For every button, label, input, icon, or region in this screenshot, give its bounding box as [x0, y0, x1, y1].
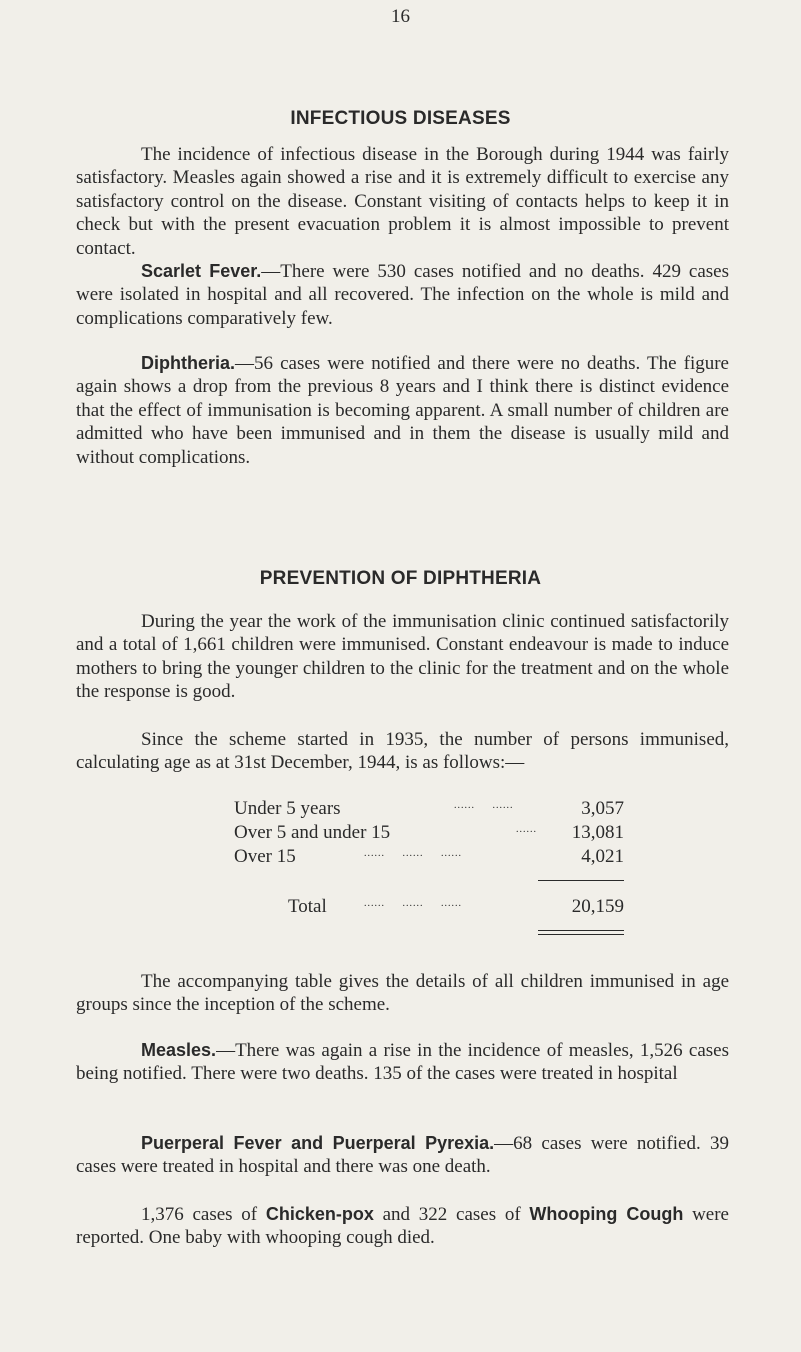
scheme-paragraph: Since the scheme started in 1935, the number of persons immunised, calculating age as at 31st December, 1944, is as follows:— [76, 729, 729, 774]
diphtheria-text: —56 cases were notified and there were no deaths. The figure again shows a drop from the previous 8 years and I think there is distinct evidence that the effect of immunisation is becoming apparent. A small number of children are admitted who have been immunised and in them the disease is usually mild and without complications. [76, 353, 729, 468]
diphtheria-lead: Diphtheria. [141, 353, 236, 373]
row-value: 3,057 [581, 798, 624, 819]
measles-lead: Measles. [141, 1040, 217, 1060]
row-value: 4,021 [581, 846, 624, 867]
chickenpox-text-before: 1,376 cases of [141, 1204, 266, 1225]
total-label: Total [288, 896, 327, 917]
table-row [234, 798, 624, 822]
intro-paragraph: The incidence of infectious disease in the Borough during 1944 was fairly satisfactory. Measles again showed a rise and it is extremely difficult to exercise any satisfactory control on the disease. Constant visiting of contacts helps to keep it in check but with the present evacuation problem it is almost impossible to prevent contact. [76, 144, 729, 259]
leader-dots: ...... [516, 824, 537, 835]
measles-paragraph [76, 1039, 729, 1086]
table-row [234, 822, 624, 846]
diphtheria-paragraph [76, 352, 729, 469]
immunised-table [234, 798, 624, 870]
whooping-cough-lead: Whooping Cough [529, 1204, 684, 1224]
chickenpox-paragraph [76, 1203, 729, 1250]
page-number: 16 [391, 6, 410, 27]
row-label: Under 5 years [234, 798, 341, 819]
prevention-paragraph: During the year the work of the immunisation clinic continued satisfactorily and a total of 1,661 children were immunised. Constant endeavour is made to induce mothers to bring the younger children to the clinic for the treatment and on the whole the response is good. [76, 611, 729, 703]
chickenpox-text-after: were reported. One baby with whooping cough died. [76, 1204, 729, 1249]
scarlet-fever-paragraph [76, 260, 729, 330]
puerperal-text: —68 cases were notified. 39 cases were treated in hospital and there was one death. [76, 1133, 729, 1178]
row-label: Over 15 [234, 846, 296, 867]
row-label: Over 5 and under 15 [234, 822, 391, 843]
puerperal-lead: Puerperal Fever and Puerperal Pyrexia. [141, 1133, 495, 1153]
total-value: 20,159 [571, 896, 624, 917]
scarlet-fever-lead: Scarlet Fever. [141, 261, 262, 281]
total-double-rule-top [538, 930, 624, 931]
table-row [234, 846, 624, 870]
immunised-total [234, 896, 624, 920]
chickenpox-text-middle: and 322 cases of [373, 1204, 530, 1225]
heading-prevention-of-diphtheria: PREVENTION OF DIPHTHERIA [259, 568, 542, 589]
subtotal-rule [538, 880, 624, 881]
puerperal-paragraph [76, 1132, 729, 1179]
scarlet-fever-text: —There were 530 cases notified and no deaths. 429 cases were isolated in hospital and all recovered. The infection on the whole is mild and complications comparatively few. [76, 261, 729, 329]
leader-dots: ...... ...... [454, 800, 514, 811]
heading-infectious-diseases: INFECTIOUS DISEASES [290, 108, 511, 129]
row-value: 13,081 [571, 822, 624, 843]
total-row [234, 896, 624, 920]
measles-text: —There was again a rise in the incidence of measles, 1,526 cases being notified. There were two deaths. 135 of the cases were treated in hospital [76, 1040, 729, 1085]
leader-dots: ...... ...... ...... [364, 848, 462, 859]
chickenpox-lead: Chicken-pox [265, 1204, 374, 1224]
accompanying-paragraph: The accompanying table gives the details of all children immunised in age groups since the inception of the scheme. [76, 971, 729, 1016]
leader-dots: ...... ...... ...... [364, 898, 462, 909]
total-double-rule-bottom [538, 934, 624, 935]
